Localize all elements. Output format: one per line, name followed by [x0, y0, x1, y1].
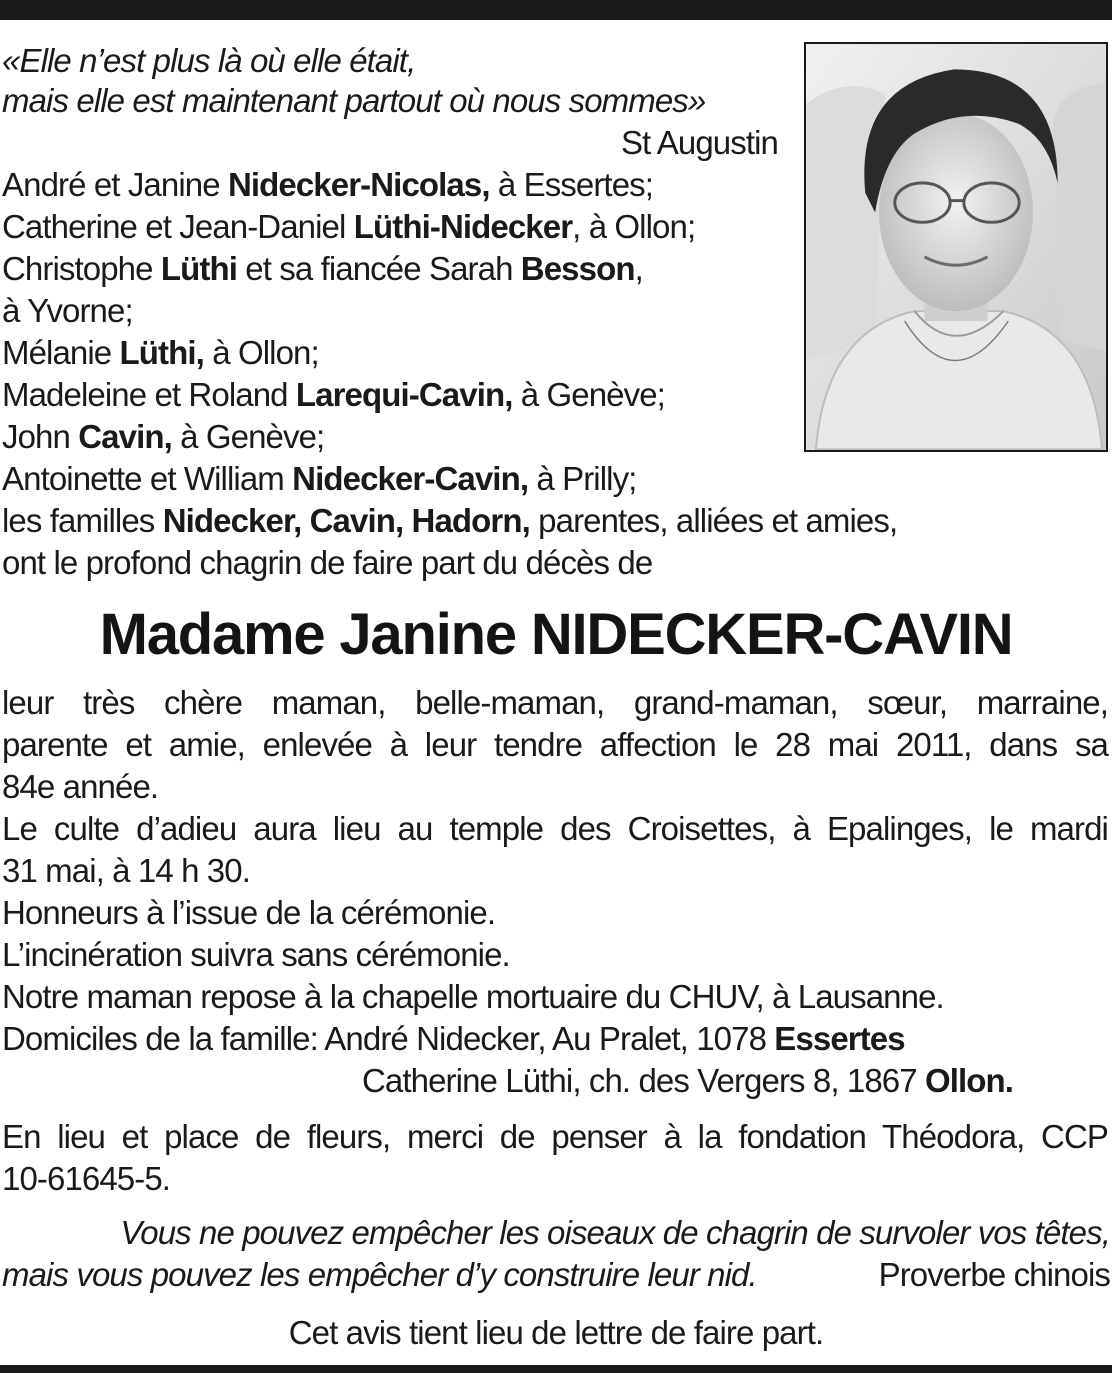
- body-line: leur très chère maman, belle-maman, grand-maman, sœur, marraine,: [2, 684, 1108, 721]
- quote-author: St Augustin: [620, 124, 778, 161]
- proverb-line-2: mais vous pouvez les empêcher d’y construire leur nid. Proverbe chinois: [2, 1254, 1110, 1296]
- proverb-line-1: Vous ne pouvez empêcher les oiseaux de chagrin de survoler vos têtes,: [120, 1214, 1110, 1251]
- body-line: Honneurs à l’issue de la cérémonie.: [2, 894, 496, 931]
- family-line: les familles Nidecker, Cavin, Hadorn, parentes, alliées et amies,: [2, 502, 898, 539]
- portrait-photo: [804, 42, 1108, 452]
- top-rule: [0, 0, 1112, 20]
- footer-note: Cet avis tient lieu de lettre de faire part.: [288, 1314, 824, 1351]
- body-line: parente et amie, enlevée à leur tendre affection le 28 mai 2011, dans sa: [2, 726, 1108, 763]
- body-line: Notre maman repose à la chapelle mortuaire du CHUV, à Lausanne.: [2, 978, 944, 1015]
- body-line: Le culte d’adieu aura lieu au temple des Croisettes, à Epalinges, le mardi: [2, 810, 1108, 847]
- family-line: à Yvorne;: [2, 292, 133, 329]
- family-line: ont le profond chagrin de faire part du décès de: [2, 544, 653, 581]
- donation-line: 10-61645-5.: [2, 1160, 171, 1197]
- family-line: Madeleine et Roland Larequi-Cavin, à Genève;: [2, 376, 665, 413]
- family-line: Catherine et Jean-Daniel Lüthi-Nidecker, à Ollon;: [2, 208, 696, 245]
- domiciles-line-1: Domiciles de la famille: André Nidecker, Au Pralet, 1078 Essertes: [2, 1020, 905, 1057]
- family-line: Christophe Lüthi et sa fiancée Sarah Besson,: [2, 250, 643, 287]
- quote-line-1: «Elle n’est plus là où elle était,: [2, 42, 416, 79]
- body-line: L’incinération suivra sans cérémonie.: [2, 936, 510, 973]
- bottom-rule: [0, 1365, 1112, 1373]
- body-line: 31 mai, à 14 h 30.: [2, 852, 250, 889]
- domiciles-line-2: Catherine Lüthi, ch. des Vergers 8, 1867 Ollon.: [362, 1062, 1014, 1099]
- proverb-source: Proverbe chinois: [878, 1256, 1110, 1293]
- family-line: Antoinette et William Nidecker-Cavin, à Prilly;: [2, 460, 637, 497]
- family-line: Mélanie Lüthi, à Ollon;: [2, 334, 319, 371]
- donation-line: En lieu et place de fleurs, merci de penser à la fondation Théodora, CCP: [2, 1118, 1108, 1155]
- family-line: André et Janine Nidecker-Nicolas, à Essertes;: [2, 166, 654, 203]
- quote-line-2: mais elle est maintenant partout où nous sommes»: [2, 82, 706, 119]
- deceased-name: Madame Janine NIDECKER-CAVIN: [99, 602, 1013, 667]
- body-line: 84e année.: [2, 768, 159, 805]
- family-line: John Cavin, à Genève;: [2, 418, 325, 455]
- portrait-icon: [806, 44, 1106, 450]
